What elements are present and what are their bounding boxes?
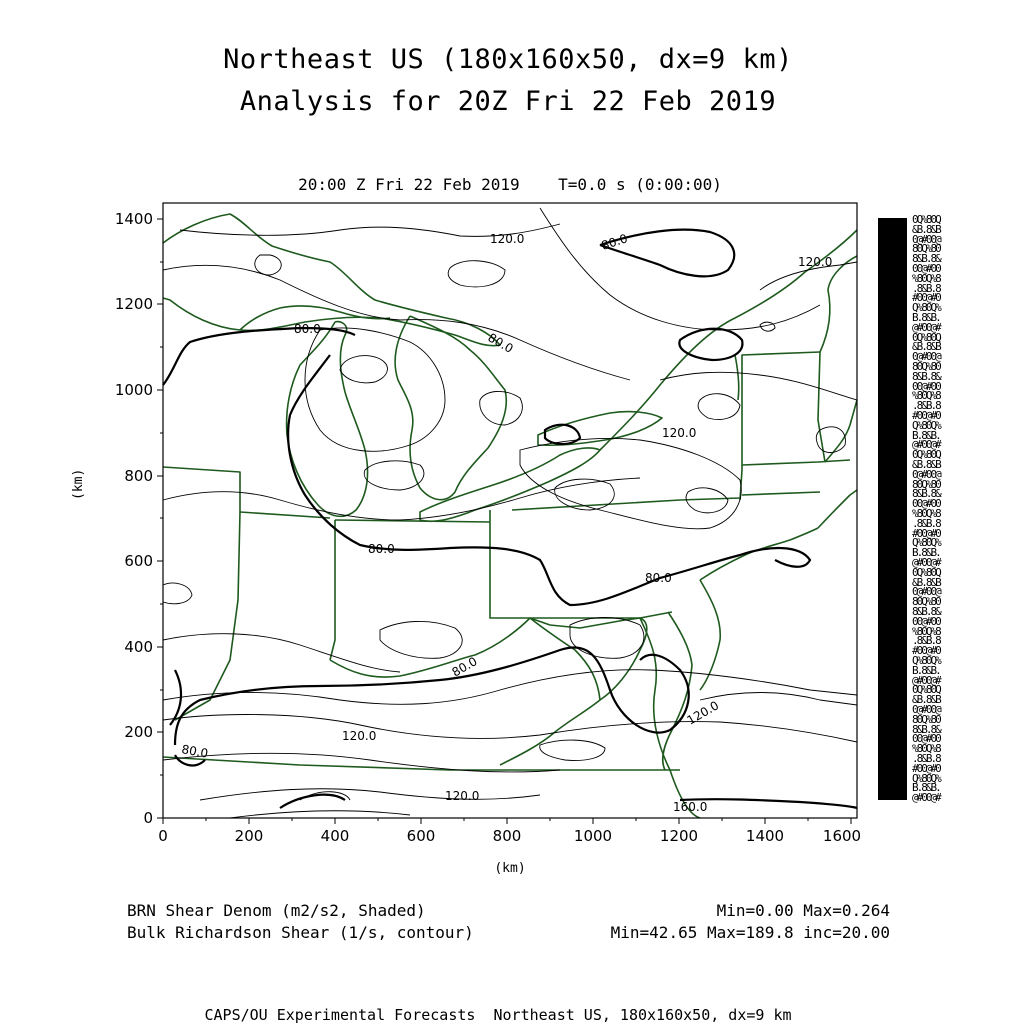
x-tick-label: 800 xyxy=(492,827,522,845)
x-tick-labels xyxy=(158,827,861,845)
colorbar-glyph: .8&B.8 xyxy=(912,399,940,413)
shaded-minmax: Min=0.00 Max=0.264 xyxy=(716,901,890,920)
contour-line xyxy=(380,621,462,658)
contour-label: 120.0 xyxy=(342,729,377,743)
y-tick-label: 600 xyxy=(124,552,153,570)
contour-label: 120.0 xyxy=(445,789,480,803)
contours xyxy=(163,208,857,818)
contour-line xyxy=(163,715,857,742)
x-axis-title: (km) xyxy=(494,861,526,876)
iowa-illinois-border xyxy=(175,512,240,720)
contour-label: 120.0 xyxy=(490,232,525,246)
contour-minmax: Min=42.65 Max=189.8 inc=20.00 xyxy=(610,923,890,942)
colorbar-glyph: Q%80Q% xyxy=(912,654,940,667)
colorbar-glyph: 0@#00@ xyxy=(912,232,940,246)
lake-erie-shore xyxy=(420,448,600,521)
colorbar-glyph: Q%80Q% xyxy=(912,771,940,785)
colorbar-glyph: #00@#0 xyxy=(912,526,940,540)
colorbar-glyph: 00@#00 xyxy=(912,379,940,393)
x-tick-label: 1200 xyxy=(659,827,699,845)
valid-time-label: 20:00 Z Fri 22 Feb 2019 T=0.0 s (0:00:00) xyxy=(298,175,722,194)
colorbar-glyph: @#00@# xyxy=(912,438,940,452)
contour-line xyxy=(340,356,387,383)
colorbar-glyph: 0Q%80Q xyxy=(912,683,940,697)
contour-label: 160.0 xyxy=(673,800,708,814)
map-subtitle-analysis: Analysis for 20Z Fri 22 Feb 2019 xyxy=(239,86,777,117)
contour-line xyxy=(163,670,857,705)
colorbar-glyph: B.8&B. xyxy=(912,663,940,677)
footer-credit: CAPS/OU Experimental Forecasts Northeast US, 180x160x50, dx=9 km xyxy=(204,1006,792,1024)
colorbar-glyph: &B.8&B xyxy=(912,458,940,471)
contour-label: 120.0 xyxy=(684,698,722,728)
x-tick-label: 1000 xyxy=(573,827,613,845)
shaded-field-legend: BRN Shear Denom (m2/s2, Shaded) xyxy=(127,901,426,920)
colorbar-glyph: 00@#00 xyxy=(912,732,940,746)
colorbar-glyph: 8&B.8& xyxy=(912,605,940,618)
y-axis-title: (km) xyxy=(71,468,86,500)
y-tick-label: 1200 xyxy=(114,295,153,313)
contour-label: 80.0 xyxy=(645,571,672,585)
contour-line xyxy=(163,583,192,604)
colorbar-glyph: &B.8&B xyxy=(912,575,940,589)
y-tick-label: 200 xyxy=(124,723,153,741)
kentucky-tn-border xyxy=(163,757,680,770)
colorbar-glyph: B.8&B. xyxy=(912,781,940,795)
colorbar-glyph: 8&B.8& xyxy=(912,369,940,383)
lake-champlain xyxy=(735,355,739,400)
colorbar-glyph: 0@#00@ xyxy=(912,585,940,599)
lake-michigan-shore xyxy=(287,322,368,517)
colorbar-glyph: B.8&B. xyxy=(912,311,940,324)
contour-80 xyxy=(175,647,689,745)
colorbar-glyph: Q%80Q% xyxy=(912,536,940,550)
contour-line xyxy=(448,261,505,287)
contour-line xyxy=(520,438,741,528)
contour-label: 120.0 xyxy=(798,255,833,269)
contour-bold xyxy=(280,795,345,808)
x-tick-label: 400 xyxy=(320,827,350,845)
colorbar-glyph: 80Q%80 xyxy=(912,242,940,256)
colorbar-glyph: %80Q%8 xyxy=(912,271,940,285)
colorbar-glyph: B.8&B. xyxy=(912,546,940,560)
colorbar-glyph: 0Q%80Q xyxy=(912,330,940,344)
x-tick-label: 1600 xyxy=(822,827,862,845)
colorbar-glyph: 8&B.8& xyxy=(912,722,940,736)
contour-label: 80.0 xyxy=(485,330,516,356)
x-tick-label: 0 xyxy=(158,827,168,845)
y-tick-label: 1400 xyxy=(114,210,153,228)
colorbar-glyph: &B.8&B xyxy=(912,340,940,354)
wisconsin-border xyxy=(163,467,330,518)
west-virginia-border xyxy=(500,618,600,765)
colorbar-glyph: #00@#0 xyxy=(912,291,940,305)
illinois-indiana-border xyxy=(330,520,335,660)
x-axis xyxy=(163,818,851,824)
colorbar-glyph: 00@#00 xyxy=(912,614,940,628)
y-tick-label: 0 xyxy=(143,809,153,827)
colorbar-glyph: 0@#00@ xyxy=(912,467,940,481)
contour-field-legend: Bulk Richardson Shear (1/s, contour) xyxy=(127,923,474,942)
y-axis xyxy=(157,219,163,818)
colorbar-glyph: #00@#0 xyxy=(912,644,940,658)
contour-line xyxy=(480,391,523,425)
contour-line xyxy=(163,634,400,672)
ma-ct-border xyxy=(742,492,820,495)
colorbar-labels-garbled xyxy=(912,213,964,805)
colorbar-glyph: 0Q%80Q xyxy=(912,448,940,462)
colorbar-glyph: @#00@# xyxy=(912,320,940,334)
contour-label: 120.0 xyxy=(662,426,697,440)
colorbar-glyph: .8&B.8 xyxy=(912,752,940,765)
x-tick-label: 1400 xyxy=(745,827,785,845)
y-tick-label: 400 xyxy=(124,638,153,656)
contour-line xyxy=(163,265,630,380)
colorbar-glyph: 8&B.8& xyxy=(912,487,940,501)
plot-frame xyxy=(163,203,857,818)
contour-label: 80.0 xyxy=(449,654,480,680)
colorbar-glyph: 80Q%80 xyxy=(912,595,940,609)
contour-line xyxy=(540,740,605,760)
quebec-border xyxy=(820,256,857,352)
colorbar-glyph: .8&B.8 xyxy=(912,516,940,530)
colorbar-glyph: @#00@# xyxy=(912,556,940,569)
colorbar-glyph: .8&B.8 xyxy=(912,281,940,295)
contour-label: 80.0 xyxy=(368,542,395,556)
colorbar-glyph: #00@#0 xyxy=(912,409,940,422)
colorbar-glyph: @#00@# xyxy=(912,791,940,805)
contour-line xyxy=(255,255,281,275)
ny-ma-border xyxy=(742,460,850,465)
ny-coast xyxy=(700,528,818,580)
colorbar-glyph: %80Q%8 xyxy=(912,624,940,638)
colorbar-glyph: &B.8&B xyxy=(912,693,940,707)
contour-label: 80.0 xyxy=(180,742,210,761)
contour-80 xyxy=(545,425,580,444)
contour-line xyxy=(660,372,857,400)
colorbar xyxy=(878,218,907,800)
boundaries xyxy=(163,214,857,818)
contour-label: 80.0 xyxy=(599,231,630,253)
colorbar-glyph: 00@#00 xyxy=(912,497,940,511)
colorbar-glyph: Q%80Q% xyxy=(912,418,940,432)
colorbar-glyph: &B.8&B xyxy=(912,222,940,236)
contour-line xyxy=(700,693,857,706)
colorbar-glyph: 8&B.8& xyxy=(912,252,940,266)
colorbar-glyph: %80Q%8 xyxy=(912,507,940,520)
contour-label: 80.0 xyxy=(294,322,321,336)
me-nh-border xyxy=(818,352,825,462)
y-tick-label: 1000 xyxy=(114,381,153,399)
contour-line xyxy=(540,208,820,330)
colorbar-glyph: %80Q%8 xyxy=(912,742,940,756)
pa-ny-border xyxy=(512,498,740,510)
ohio-pa-border xyxy=(490,510,672,618)
colorbar-glyph: 0Q%80Q xyxy=(912,565,940,579)
contour-line xyxy=(163,753,560,772)
contour-line xyxy=(163,478,640,520)
contours-bold xyxy=(163,230,857,808)
x-tick-label: 200 xyxy=(234,827,264,845)
colorbar-glyph: 0@#00@ xyxy=(912,350,940,364)
contour-line xyxy=(200,789,540,800)
colorbar-glyph: 00@#00 xyxy=(912,262,940,275)
x-tick-label: 600 xyxy=(406,827,436,845)
indiana-ohio-border xyxy=(335,520,490,522)
contour-line xyxy=(230,811,410,818)
colorbar-glyph: 80Q%80 xyxy=(912,477,940,491)
colorbar-glyph: 0Q%80Q xyxy=(912,213,940,226)
colorbar-glyph: @#00@# xyxy=(912,673,940,687)
contour-line xyxy=(305,328,445,451)
y-tick-labels xyxy=(115,210,153,827)
map-title: Northeast US (180x160x50, dx=9 km) xyxy=(223,44,793,75)
colorbar-glyph: #00@#0 xyxy=(912,761,940,775)
colorbar-glyph: 0@#00@ xyxy=(912,703,940,716)
colorbar-glyph: B.8&B. xyxy=(912,428,940,442)
new-england-coast xyxy=(818,490,857,528)
colorbar-glyph: %80Q%8 xyxy=(912,389,940,403)
colorbar-glyph: 80Q%80 xyxy=(912,360,940,373)
y-tick-label: 800 xyxy=(124,467,153,485)
colorbar-glyph: .8&B.8 xyxy=(912,634,940,648)
colorbar-glyph: 80Q%80 xyxy=(912,712,940,726)
contour-line xyxy=(698,394,740,420)
colorbar-glyph: Q%80Q% xyxy=(912,301,940,315)
